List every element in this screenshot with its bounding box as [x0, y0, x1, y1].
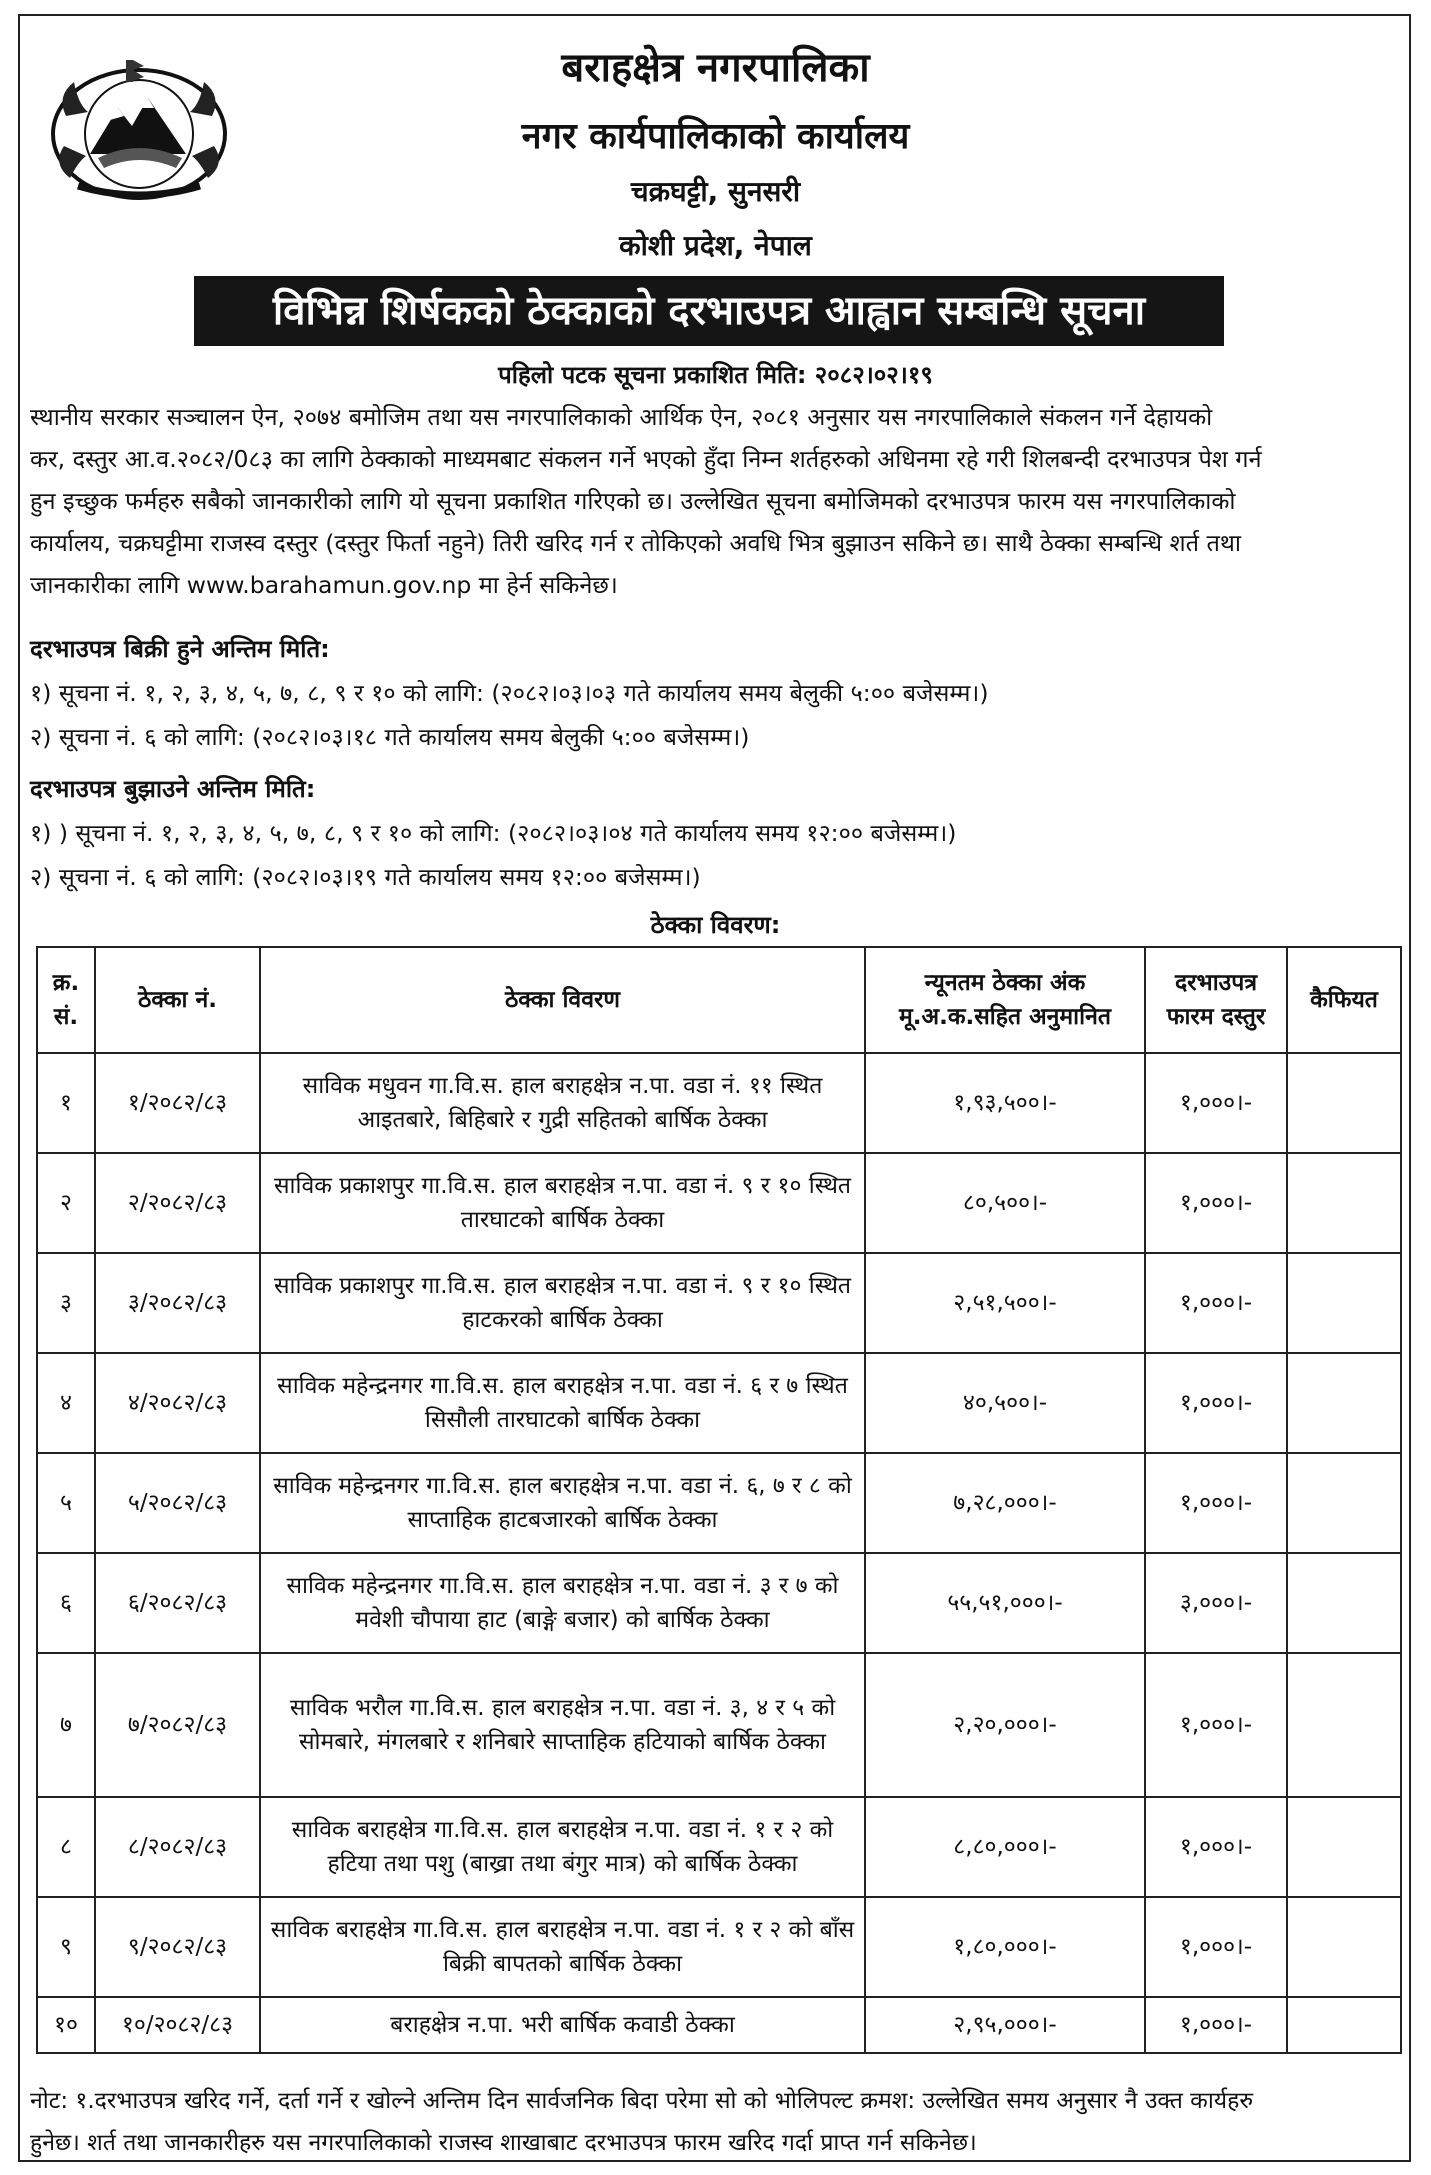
intro-line: जानकारीका लागि www.barahamun.gov.np मा हेर्न सकिनेछ।	[30, 571, 618, 599]
published-date: पहिलो पटक सूचना प्रकाशित मिति: २०८२।०२।१९	[498, 361, 933, 389]
table-row	[37, 1797, 1401, 1897]
cell-fee: १,०००।-	[1145, 1997, 1287, 2053]
cell-sn: ९	[37, 1897, 95, 1997]
cell-contract-no: २/२०८२/८३	[95, 1153, 260, 1253]
cell-sn: ३	[37, 1253, 95, 1353]
cell-sn: ६	[37, 1553, 95, 1653]
cell-remarks	[1287, 1653, 1401, 1797]
table-header-row	[37, 947, 1401, 1053]
cell-description: साविक भरौल गा.वि.स. हाल बराहक्षेत्र न.पा. वडा नं. ३, ४ र ५ को सोमबारे, मंगलबारे र शनिबारे साप्ताहिक हटियाको बार्षिक ठेक्का	[260, 1653, 865, 1797]
cell-amount: ७,२८,०००।-	[865, 1453, 1145, 1553]
cell-remarks	[1287, 1353, 1401, 1453]
table-row	[37, 1153, 1401, 1253]
cell-remarks	[1287, 1153, 1401, 1253]
cell-fee: १,०००।-	[1145, 1053, 1287, 1153]
note-line: हुनेछ। शर्त तथा जानकारीहरु यस नगरपालिकाको राजस्व शाखाबाट दरभाउपत्र फारम खरिद गर्दा प्राप्त गर्न सकिनेछ।	[30, 2130, 977, 2156]
cell-fee: १,०००।-	[1145, 1897, 1287, 1997]
cell-description: साविक महेन्द्रनगर गा.वि.स. हाल बराहक्षेत्र न.पा. वडा नं. ३ र ७ को मवेशी चौपाया हाट (बाङ्गे बजार) को बार्षिक ठेक्का	[260, 1553, 865, 1653]
cell-amount: २,२०,०००।-	[865, 1653, 1145, 1797]
submit-deadline-heading: दरभाउपत्र बुझाउने अन्तिम मिति:	[30, 775, 316, 803]
cell-contract-no: ६/२०८२/८३	[95, 1553, 260, 1653]
footer-note	[30, 2080, 1402, 2164]
office-province: कोशी प्रदेश, नेपाल	[619, 229, 812, 262]
header-min-amount: न्यूनतम ठेक्का अंक मू.अ.क.सहित अनुमानित	[865, 947, 1145, 1053]
cell-remarks	[1287, 1553, 1401, 1653]
cell-amount: ५५,५१,०००।-	[865, 1553, 1145, 1653]
table-row	[37, 1653, 1401, 1797]
cell-sn: ७	[37, 1653, 95, 1797]
cell-remarks	[1287, 1797, 1401, 1897]
cell-contract-no: १०/२०८२/८३	[95, 1997, 260, 2053]
cell-fee: १,०००।-	[1145, 1797, 1287, 1897]
cell-fee: ३,०००।-	[1145, 1553, 1287, 1653]
cell-remarks	[1287, 1053, 1401, 1153]
intro-line: हुन इच्छुक फर्महरु सबैको जानकारीको लागि यो सूचना प्रकाशित गरिएको छ। उल्लेखित सूचना बमोजिमको दरभाउपत्र फारम यस नगरपालिकाको	[30, 487, 1236, 515]
cell-remarks	[1287, 1453, 1401, 1553]
cell-fee: १,०००।-	[1145, 1453, 1287, 1553]
intro-paragraph	[30, 396, 1402, 606]
cell-contract-no: ४/२०८२/८३	[95, 1353, 260, 1453]
notice-title: विभिन्न शिर्षकको ठेक्काको दरभाउपत्र आह्वान सम्बन्धि सूचना	[194, 276, 1224, 346]
cell-remarks	[1287, 1897, 1401, 1997]
cell-remarks	[1287, 1253, 1401, 1353]
contracts-table	[36, 946, 1402, 2054]
sale-deadline-item: १) सूचना नं. १, २, ३, ४, ५, ७, ८, ९ र १० को लागि: (२०८२।०३।०३ गते कार्यालय समय बेलुकी ५:०० बजेसम्म।)	[30, 679, 989, 707]
cell-description: साविक बराहक्षेत्र गा.वि.स. हाल बराहक्षेत्र न.पा. वडा नं. १ र २ को बाँस बिक्री बापतको बार्षिक ठेक्का	[260, 1897, 865, 1997]
cell-amount: ४०,५००।-	[865, 1353, 1145, 1453]
office-location: चक्रघट्टी, सुनसरी	[630, 175, 801, 208]
cell-fee: १,०००।-	[1145, 1353, 1287, 1453]
cell-sn: ४	[37, 1353, 95, 1453]
intro-line: कर, दस्तुर आ.व.२०८२/0८३ का लागि ठेक्काको माध्यमबाट संकलन गर्ने भएको हुँदा निम्न शर्तहरुको अधिनमा रहे गरी शिलबन्दी दरभाउपत्र पेश गर्न	[30, 445, 1262, 473]
cell-fee: १,०००।-	[1145, 1253, 1287, 1353]
cell-amount: १,९३,५००।-	[865, 1053, 1145, 1153]
note-line: नोट: १.दरभाउपत्र खरिद गर्ने, दर्ता गर्ने र खोल्ने अन्तिम दिन सार्वजनिक बिदा परेमा सो को भोलिपल्ट क्रमश: उल्लेखित समय अनुसार नै उक्त कार्यहरु	[30, 2088, 1254, 2114]
sale-deadline-heading: दरभाउपत्र बिक्री हुने अन्तिम मिति:	[30, 635, 330, 663]
cell-contract-no: ७/२०८२/८३	[95, 1653, 260, 1797]
office-name: नगर कार्यपालिकाको कार्यालय	[521, 116, 910, 157]
cell-description: साविक मधुवन गा.वि.स. हाल बराहक्षेत्र न.पा. वडा नं. ११ स्थित आइतबारे, बिहिबारे र गुद्री सहितको बार्षिक ठेक्का	[260, 1053, 865, 1153]
header-description: ठेक्का विवरण	[260, 947, 865, 1053]
cell-sn: १	[37, 1053, 95, 1153]
header-remarks: कैफियत	[1287, 947, 1401, 1053]
table-row	[37, 1053, 1401, 1153]
cell-contract-no: ९/२०८२/८३	[95, 1897, 260, 1997]
intro-line: स्थानीय सरकार सञ्चालन ऐन, २०७४ बमोजिम तथा यस नगरपालिकाको आर्थिक ऐन, २०८१ अनुसार यस नगरपालिकाले संकलन गर्ने देहायको	[30, 403, 1213, 431]
header-form-fee: दरभाउपत्र फारम दस्तुर	[1145, 947, 1287, 1053]
cell-amount: ८०,५००।-	[865, 1153, 1145, 1253]
cell-description: साविक महेन्द्रनगर गा.वि.स. हाल बराहक्षेत्र न.पा. वडा नं. ६, ७ र ८ को साप्ताहिक हाटबजारको बार्षिक ठेक्का	[260, 1453, 865, 1553]
intro-line: कार्यालय, चक्रघट्टीमा राजस्व दस्तुर (दस्तुर फिर्ता नहुने) तिरी खरिद गर्न र तोकिएको अवधि भित्र बुझाउन सकिने छ। साथै ठेक्का सम्बन्धि शर्त तथा	[30, 529, 1241, 557]
cell-contract-no: ५/२०८२/८३	[95, 1453, 260, 1553]
cell-sn: २	[37, 1153, 95, 1253]
cell-description: बराहक्षेत्र न.पा. भरी बार्षिक कवाडी ठेक्का	[260, 1997, 865, 2053]
cell-fee: १,०००।-	[1145, 1153, 1287, 1253]
cell-fee: १,०००।-	[1145, 1653, 1287, 1797]
submit-deadline-item: १) ) सूचना नं. १, २, ३, ४, ५, ७, ८, ९ र १० को लागि: (२०८२।०३।०४ गते कार्यालय समय १२:०० बजेसम्म।)	[30, 819, 957, 847]
header-contract-no: ठेक्का नं.	[95, 947, 260, 1053]
cell-remarks	[1287, 1997, 1401, 2053]
cell-description: साविक प्रकाशपुर गा.वि.स. हाल बराहक्षेत्र न.पा. वडा नं. ९ र १० स्थित तारघाटको बार्षिक ठेक्का	[260, 1153, 865, 1253]
table-row	[37, 1353, 1401, 1453]
cell-sn: ५	[37, 1453, 95, 1553]
table-title: ठेक्का विवरण:	[650, 911, 781, 939]
cell-amount: २,९५,०००।-	[865, 1997, 1145, 2053]
sale-deadline-item: २) सूचना नं. ६ को लागि: (२०८२।०३।१८ गते कार्यालय समय बेलुकी ५:०० बजेसम्म।)	[30, 723, 750, 751]
cell-description: साविक महेन्द्रनगर गा.वि.स. हाल बराहक्षेत्र न.पा. वडा नं. ६ र ७ स्थित सिसौली तारघाटको बार्षिक ठेक्का	[260, 1353, 865, 1453]
cell-amount: २,५१,५००।-	[865, 1253, 1145, 1353]
org-name: बराहक्षेत्र नगरपालिका	[561, 45, 870, 91]
cell-sn: ८	[37, 1797, 95, 1897]
cell-description: साविक प्रकाशपुर गा.वि.स. हाल बराहक्षेत्र न.पा. वडा नं. ९ र १० स्थित हाटकरको बार्षिक ठेक्का	[260, 1253, 865, 1353]
cell-contract-no: ३/२०८२/८३	[95, 1253, 260, 1353]
submit-deadline-item: २) सूचना नं. ६ को लागि: (२०८२।०३।१९ गते कार्यालय समय १२:०० बजेसम्म।)	[30, 863, 701, 891]
table-row	[37, 1253, 1401, 1353]
table-row	[37, 1453, 1401, 1553]
cell-description: साविक बराहक्षेत्र गा.वि.स. हाल बराहक्षेत्र न.पा. वडा नं. १ र २ को हटिया तथा पशु (बाख्रा तथा बंगुर मात्र) को बार्षिक ठेक्का	[260, 1797, 865, 1897]
cell-amount: १,८०,०००।-	[865, 1897, 1145, 1997]
cell-contract-no: ८/२०८२/८३	[95, 1797, 260, 1897]
table-row	[37, 1997, 1401, 2053]
cell-contract-no: १/२०८२/८३	[95, 1053, 260, 1153]
table-row	[37, 1897, 1401, 1997]
cell-amount: ८,८०,०००।-	[865, 1797, 1145, 1897]
header-sn: क्र. सं.	[37, 947, 95, 1053]
cell-sn: १०	[37, 1997, 95, 2053]
table-row	[37, 1553, 1401, 1653]
